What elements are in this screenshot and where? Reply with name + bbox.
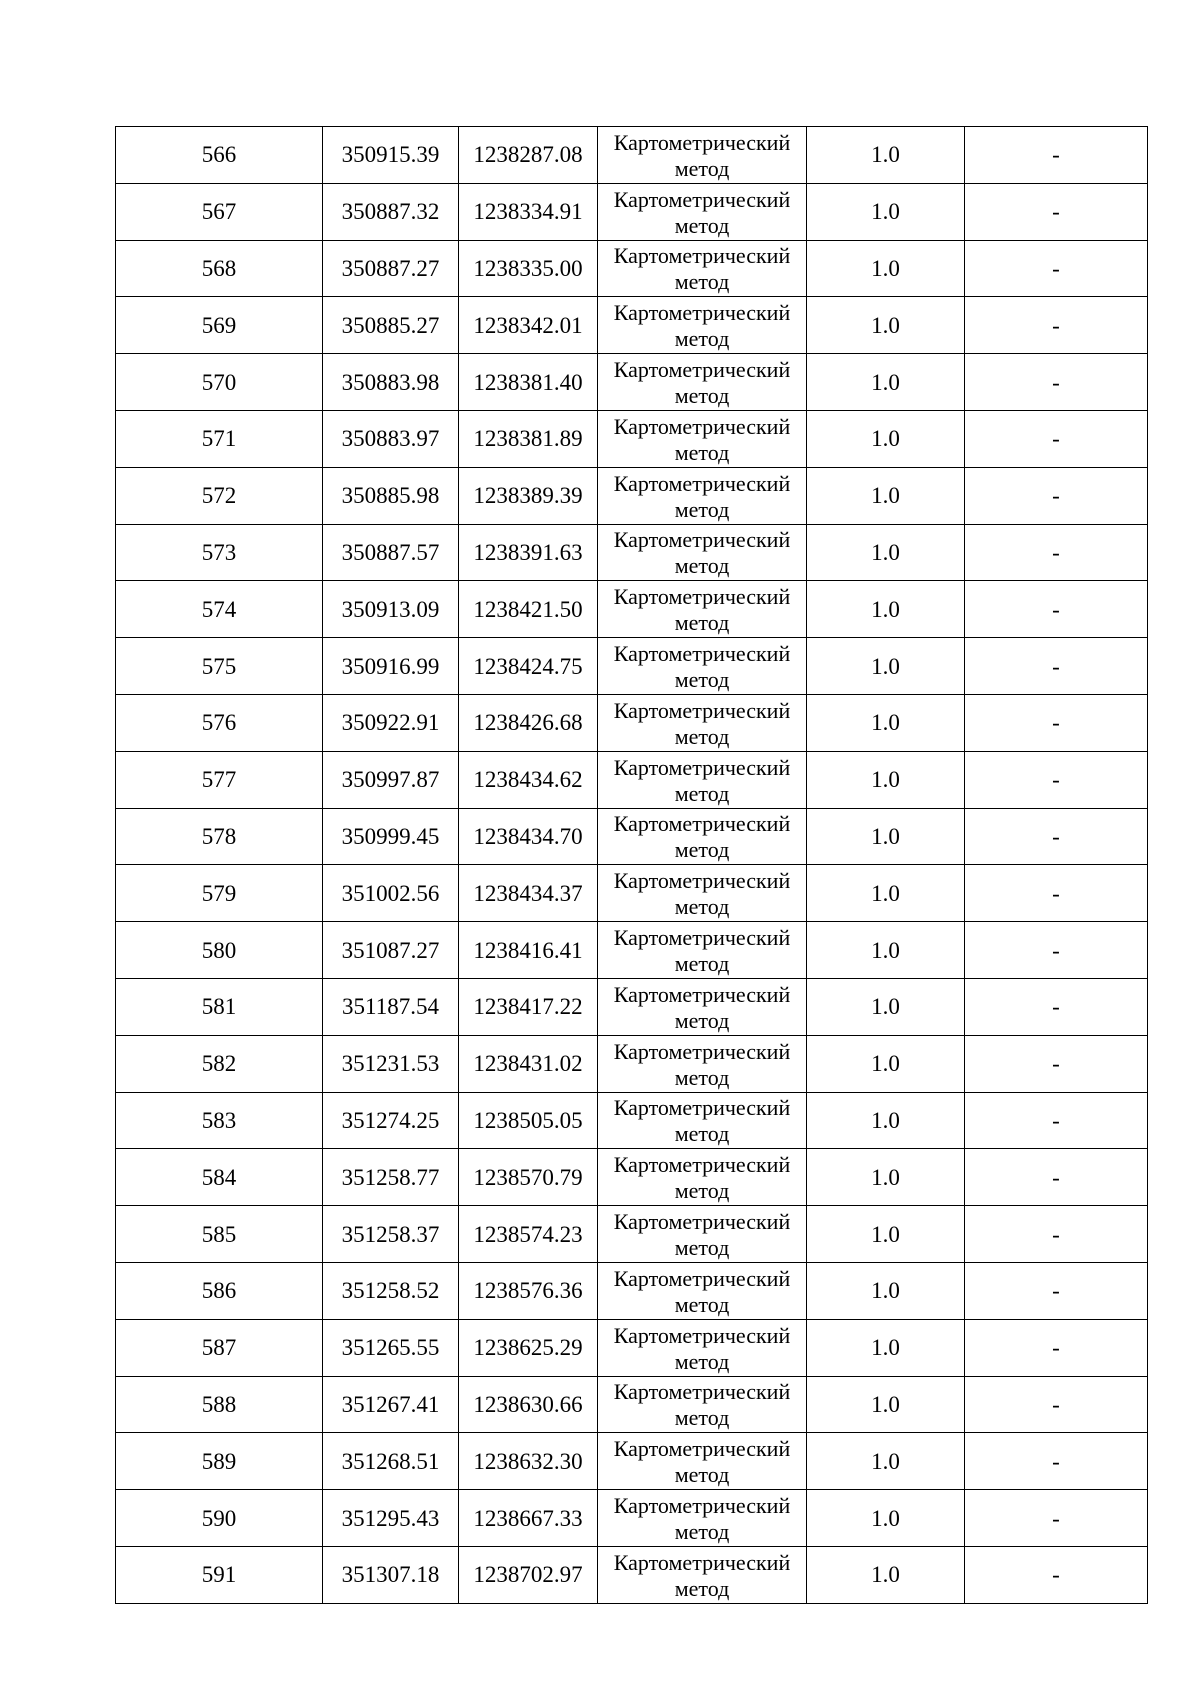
method-cell	[598, 240, 807, 297]
y-coordinate-cell: 1238389.39	[459, 467, 598, 524]
x-coordinate-cell: 350883.98	[323, 354, 459, 411]
table-row	[116, 297, 1148, 354]
method-cell	[598, 127, 807, 184]
method-cell	[598, 922, 807, 979]
table-row	[116, 922, 1148, 979]
point-number-cell: 569	[116, 297, 323, 354]
method-line-1: Картометрический	[613, 868, 791, 894]
table-row	[116, 410, 1148, 467]
precision-cell: 1.0	[807, 183, 965, 240]
precision-cell: 1.0	[807, 524, 965, 581]
y-coordinate-cell: 1238702.97	[459, 1546, 598, 1603]
note-cell: -	[965, 467, 1148, 524]
method-line-1: Картометрический	[613, 981, 791, 1007]
table-row	[116, 751, 1148, 808]
method-line-1: Картометрический	[613, 1265, 791, 1291]
precision-cell: 1.0	[807, 240, 965, 297]
y-coordinate-cell: 1238342.01	[459, 297, 598, 354]
method-cell	[598, 1376, 807, 1433]
x-coordinate-cell: 350915.39	[323, 127, 459, 184]
precision-cell: 1.0	[807, 1262, 965, 1319]
method-line-1: Картометрический	[613, 697, 791, 723]
point-number-cell: 577	[116, 751, 323, 808]
precision-cell: 1.0	[807, 1149, 965, 1206]
x-coordinate-cell: 350887.27	[323, 240, 459, 297]
method-line-1: Картометрический	[613, 1038, 791, 1064]
method-line-2: метод	[674, 1178, 730, 1204]
point-number-cell: 574	[116, 581, 323, 638]
x-coordinate-cell: 351231.53	[323, 1035, 459, 1092]
method-line-1: Картометрический	[613, 186, 791, 212]
y-coordinate-cell: 1238417.22	[459, 978, 598, 1035]
precision-cell: 1.0	[807, 354, 965, 411]
x-coordinate-cell: 350922.91	[323, 694, 459, 751]
table-row	[116, 354, 1148, 411]
point-number-cell: 576	[116, 694, 323, 751]
method-line-1: Картометрический	[613, 1436, 791, 1462]
precision-cell: 1.0	[807, 978, 965, 1035]
method-line-1: Картометрический	[613, 641, 791, 667]
table-row	[116, 1319, 1148, 1376]
precision-cell: 1.0	[807, 1376, 965, 1433]
table-row	[116, 808, 1148, 865]
point-number-cell: 584	[116, 1149, 323, 1206]
method-line-2: метод	[674, 496, 730, 522]
note-cell: -	[965, 127, 1148, 184]
precision-cell: 1.0	[807, 467, 965, 524]
table-row	[116, 1035, 1148, 1092]
method-line-2: метод	[674, 1462, 730, 1488]
x-coordinate-cell: 350913.09	[323, 581, 459, 638]
method-cell	[598, 354, 807, 411]
y-coordinate-cell: 1238505.05	[459, 1092, 598, 1149]
method-line-1: Картометрический	[613, 1549, 791, 1575]
x-coordinate-cell: 351307.18	[323, 1546, 459, 1603]
method-cell	[598, 638, 807, 695]
note-cell: -	[965, 297, 1148, 354]
point-number-cell: 587	[116, 1319, 323, 1376]
point-number-cell: 570	[116, 354, 323, 411]
method-line-2: метод	[674, 1519, 730, 1545]
method-line-2: метод	[674, 383, 730, 409]
note-cell: -	[965, 1490, 1148, 1547]
precision-cell: 1.0	[807, 922, 965, 979]
note-cell: -	[965, 1376, 1148, 1433]
note-cell: -	[965, 1149, 1148, 1206]
method-line-2: метод	[674, 1235, 730, 1261]
method-line-2: метод	[674, 439, 730, 465]
point-number-cell: 579	[116, 865, 323, 922]
point-number-cell: 568	[116, 240, 323, 297]
x-coordinate-cell: 350999.45	[323, 808, 459, 865]
method-cell	[598, 1092, 807, 1149]
y-coordinate-cell: 1238381.40	[459, 354, 598, 411]
note-cell: -	[965, 354, 1148, 411]
x-coordinate-cell: 350916.99	[323, 638, 459, 695]
x-coordinate-cell: 351187.54	[323, 978, 459, 1035]
method-cell	[598, 751, 807, 808]
table-row	[116, 694, 1148, 751]
method-cell	[598, 581, 807, 638]
note-cell: -	[965, 751, 1148, 808]
note-cell: -	[965, 1206, 1148, 1263]
method-line-1: Картометрический	[613, 584, 791, 610]
note-cell: -	[965, 581, 1148, 638]
precision-cell: 1.0	[807, 127, 965, 184]
table-row	[116, 978, 1148, 1035]
x-coordinate-cell: 351258.37	[323, 1206, 459, 1263]
y-coordinate-cell: 1238334.91	[459, 183, 598, 240]
method-line-1: Картометрический	[613, 754, 791, 780]
y-coordinate-cell: 1238287.08	[459, 127, 598, 184]
method-line-2: метод	[674, 780, 730, 806]
method-line-2: метод	[674, 894, 730, 920]
precision-cell: 1.0	[807, 1319, 965, 1376]
table-row	[116, 1433, 1148, 1490]
note-cell: -	[965, 524, 1148, 581]
note-cell: -	[965, 240, 1148, 297]
method-line-1: Картометрический	[613, 357, 791, 383]
point-number-cell: 590	[116, 1490, 323, 1547]
method-line-2: метод	[674, 1575, 730, 1601]
precision-cell: 1.0	[807, 297, 965, 354]
precision-cell: 1.0	[807, 1490, 965, 1547]
point-number-cell: 571	[116, 410, 323, 467]
table-row	[116, 1376, 1148, 1433]
precision-cell: 1.0	[807, 1206, 965, 1263]
precision-cell: 1.0	[807, 1546, 965, 1603]
x-coordinate-cell: 351258.77	[323, 1149, 459, 1206]
x-coordinate-cell: 350883.97	[323, 410, 459, 467]
method-line-1: Картометрический	[613, 470, 791, 496]
y-coordinate-cell: 1238667.33	[459, 1490, 598, 1547]
y-coordinate-cell: 1238434.62	[459, 751, 598, 808]
table-row	[116, 581, 1148, 638]
y-coordinate-cell: 1238574.23	[459, 1206, 598, 1263]
method-line-2: метод	[674, 1121, 730, 1147]
method-line-2: метод	[674, 951, 730, 977]
precision-cell: 1.0	[807, 808, 965, 865]
table-row	[116, 1490, 1148, 1547]
method-line-1: Картометрический	[613, 811, 791, 837]
point-number-cell: 572	[116, 467, 323, 524]
method-cell	[598, 694, 807, 751]
precision-cell: 1.0	[807, 694, 965, 751]
y-coordinate-cell: 1238570.79	[459, 1149, 598, 1206]
method-cell	[598, 1206, 807, 1263]
method-cell	[598, 808, 807, 865]
point-number-cell: 583	[116, 1092, 323, 1149]
y-coordinate-cell: 1238335.00	[459, 240, 598, 297]
table-row	[116, 183, 1148, 240]
note-cell: -	[965, 922, 1148, 979]
precision-cell: 1.0	[807, 1433, 965, 1490]
method-line-1: Картометрический	[613, 527, 791, 553]
method-cell	[598, 467, 807, 524]
method-line-2: метод	[674, 1007, 730, 1033]
table-row	[116, 638, 1148, 695]
table-row	[116, 865, 1148, 922]
table-row	[116, 127, 1148, 184]
method-line-1: Картометрический	[613, 243, 791, 269]
method-line-1: Картометрический	[613, 300, 791, 326]
method-line-1: Картометрический	[613, 1152, 791, 1178]
method-line-1: Картометрический	[613, 1493, 791, 1519]
y-coordinate-cell: 1238625.29	[459, 1319, 598, 1376]
y-coordinate-cell: 1238391.63	[459, 524, 598, 581]
x-coordinate-cell: 351265.55	[323, 1319, 459, 1376]
y-coordinate-cell: 1238630.66	[459, 1376, 598, 1433]
y-coordinate-cell: 1238416.41	[459, 922, 598, 979]
point-number-cell: 586	[116, 1262, 323, 1319]
precision-cell: 1.0	[807, 410, 965, 467]
method-line-1: Картометрический	[613, 1095, 791, 1121]
method-cell	[598, 1546, 807, 1603]
note-cell: -	[965, 638, 1148, 695]
point-number-cell: 573	[116, 524, 323, 581]
method-cell	[598, 183, 807, 240]
method-line-2: метод	[674, 667, 730, 693]
x-coordinate-cell: 351258.52	[323, 1262, 459, 1319]
method-line-1: Картометрический	[613, 925, 791, 951]
table-row	[116, 240, 1148, 297]
precision-cell: 1.0	[807, 1035, 965, 1092]
y-coordinate-cell: 1238421.50	[459, 581, 598, 638]
method-line-2: метод	[674, 1064, 730, 1090]
method-cell	[598, 1035, 807, 1092]
table-row	[116, 467, 1148, 524]
method-line-2: метод	[674, 610, 730, 636]
note-cell: -	[965, 1546, 1148, 1603]
y-coordinate-cell: 1238426.68	[459, 694, 598, 751]
point-number-cell: 567	[116, 183, 323, 240]
y-coordinate-cell: 1238434.70	[459, 808, 598, 865]
method-line-2: метод	[674, 155, 730, 181]
method-cell	[598, 1319, 807, 1376]
point-number-cell: 582	[116, 1035, 323, 1092]
method-line-1: Картометрический	[613, 1209, 791, 1235]
y-coordinate-cell: 1238632.30	[459, 1433, 598, 1490]
point-number-cell: 589	[116, 1433, 323, 1490]
method-cell	[598, 297, 807, 354]
point-number-cell: 580	[116, 922, 323, 979]
precision-cell: 1.0	[807, 638, 965, 695]
y-coordinate-cell: 1238424.75	[459, 638, 598, 695]
y-coordinate-cell: 1238434.37	[459, 865, 598, 922]
method-cell	[598, 410, 807, 467]
x-coordinate-cell: 351267.41	[323, 1376, 459, 1433]
note-cell: -	[965, 808, 1148, 865]
point-number-cell: 566	[116, 127, 323, 184]
method-line-2: метод	[674, 1291, 730, 1317]
note-cell: -	[965, 1035, 1148, 1092]
x-coordinate-cell: 350885.27	[323, 297, 459, 354]
method-line-2: метод	[674, 1405, 730, 1431]
note-cell: -	[965, 1319, 1148, 1376]
method-cell	[598, 978, 807, 1035]
table-row	[116, 1262, 1148, 1319]
x-coordinate-cell: 350887.57	[323, 524, 459, 581]
method-cell	[598, 1149, 807, 1206]
note-cell: -	[965, 183, 1148, 240]
method-line-1: Картометрический	[613, 129, 791, 155]
note-cell: -	[965, 1433, 1148, 1490]
precision-cell: 1.0	[807, 581, 965, 638]
table-row	[116, 1546, 1148, 1603]
coordinates-table-body	[116, 127, 1148, 1604]
point-number-cell: 578	[116, 808, 323, 865]
note-cell: -	[965, 1092, 1148, 1149]
y-coordinate-cell: 1238431.02	[459, 1035, 598, 1092]
table-row	[116, 1149, 1148, 1206]
table-row	[116, 524, 1148, 581]
note-cell: -	[965, 1262, 1148, 1319]
y-coordinate-cell: 1238576.36	[459, 1262, 598, 1319]
y-coordinate-cell: 1238381.89	[459, 410, 598, 467]
table-row	[116, 1206, 1148, 1263]
method-line-2: метод	[674, 212, 730, 238]
method-cell	[598, 1262, 807, 1319]
method-line-2: метод	[674, 326, 730, 352]
method-cell	[598, 524, 807, 581]
x-coordinate-cell: 351268.51	[323, 1433, 459, 1490]
method-line-2: метод	[674, 1348, 730, 1374]
method-line-2: метод	[674, 723, 730, 749]
x-coordinate-cell: 350997.87	[323, 751, 459, 808]
method-line-2: метод	[674, 269, 730, 295]
x-coordinate-cell: 351274.25	[323, 1092, 459, 1149]
method-cell	[598, 1490, 807, 1547]
x-coordinate-cell: 351087.27	[323, 922, 459, 979]
method-line-2: метод	[674, 837, 730, 863]
coordinates-table	[115, 126, 1148, 1604]
point-number-cell: 585	[116, 1206, 323, 1263]
method-line-1: Картометрический	[613, 1379, 791, 1405]
point-number-cell: 575	[116, 638, 323, 695]
method-cell	[598, 865, 807, 922]
x-coordinate-cell: 350885.98	[323, 467, 459, 524]
point-number-cell: 588	[116, 1376, 323, 1433]
method-line-1: Картометрический	[613, 1322, 791, 1348]
note-cell: -	[965, 865, 1148, 922]
point-number-cell: 581	[116, 978, 323, 1035]
note-cell: -	[965, 694, 1148, 751]
precision-cell: 1.0	[807, 751, 965, 808]
note-cell: -	[965, 978, 1148, 1035]
precision-cell: 1.0	[807, 865, 965, 922]
x-coordinate-cell: 350887.32	[323, 183, 459, 240]
point-number-cell: 591	[116, 1546, 323, 1603]
method-line-2: метод	[674, 553, 730, 579]
note-cell: -	[965, 410, 1148, 467]
method-line-1: Картометрический	[613, 413, 791, 439]
precision-cell: 1.0	[807, 1092, 965, 1149]
table-row	[116, 1092, 1148, 1149]
method-cell	[598, 1433, 807, 1490]
x-coordinate-cell: 351295.43	[323, 1490, 459, 1547]
x-coordinate-cell: 351002.56	[323, 865, 459, 922]
